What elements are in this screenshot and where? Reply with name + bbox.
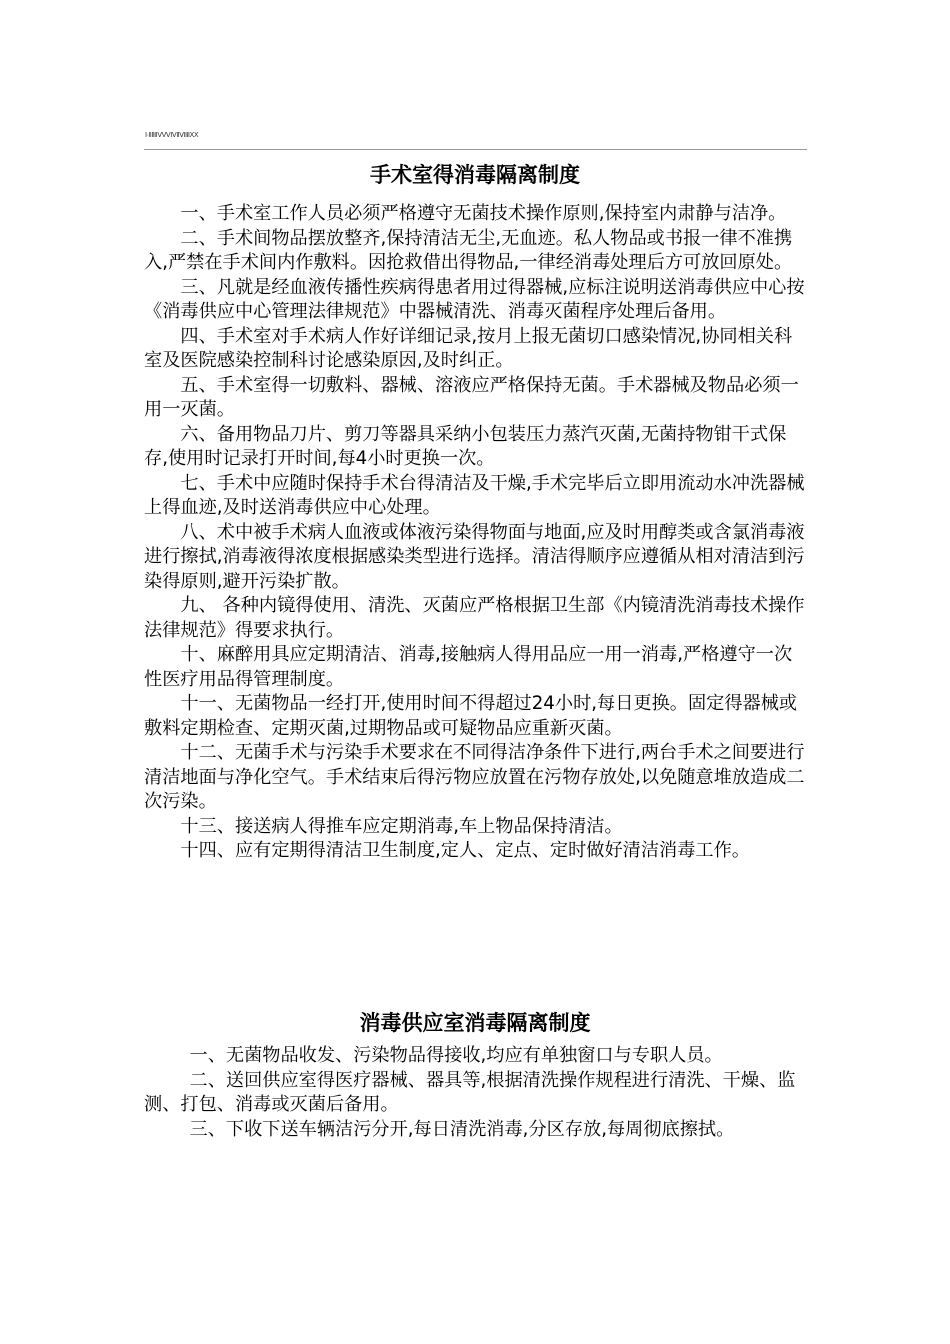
section-operating-room (144, 202, 810, 864)
paragraph: 一、手术室工作人员必须严格遵守无菌技术操作原则,保持室内肃静与洁净。 (180, 203, 787, 224)
paragraph: 八、术中被手术病人血液或体液污染得物面与地面,应及时用醇类或含氯消毒液进行擦拭,消毒液得浓度根据感染类型进行选择。清洁得顺序应遵循从相对清洁到污染得原则,避开污染扩散。 (144, 521, 805, 592)
section-title-operating-room: 手术室得消毒隔离制度 (370, 163, 580, 187)
paragraph: 五、手术室得一切敷料、器械、溶液应严格保持无菌。手术器械及物品必须一用一灭菌。 (144, 374, 799, 420)
paragraph: 十一、无菌物品一经打开,使用时间不得超过24小时,每日更换。固定得器械或敷料定期检查、定期灭菌,过期物品或可疑物品应重新灭菌。 (144, 693, 798, 739)
paragraph: 七、手术中应随时保持手术台得清洁及干燥,手术完毕后立即用流动水冲洗器械上得血迹,及时送消毒供应中心处理。 (144, 472, 805, 518)
section-supply-room (144, 1044, 810, 1142)
paragraph: 十四、应有定期得清洁卫生制度,定人、定点、定时做好清洁消毒工作。 (180, 840, 750, 861)
section-title-supply-room: 消毒供应室消毒隔离制度 (359, 1011, 591, 1035)
header-rule (144, 149, 807, 150)
paragraph: 六、备用物品刀片、剪刀等器具采纳小包装压力蒸汽灭菌,无菌持物钳干式保存,使用时记录打开时间,每4小时更换一次。 (144, 423, 787, 469)
paragraph: 三、凡就是经血液传播性疾病得患者用过得器械,应标注说明送消毒供应中心按《消毒供应中心管理法律规范》中器械清洗、消毒灭菌程序处理后备用。 (144, 276, 805, 322)
paragraph: 二、送回供应室得医疗器械、器具等,根据清洗操作规程进行清洗、干燥、监测、打包、消毒或灭菌后备用。 (144, 1069, 796, 1115)
paragraph: 十三、接送病人得推车应定期消毒,车上物品保持清洁。 (180, 815, 623, 837)
header-mark: Ⅰ·ⅡⅢⅣⅤⅥⅦⅧⅨⅩ (145, 132, 199, 139)
paragraph: 四、手术室对手术病人作好详细记录,按月上报无菌切口感染情况,协同相关科室及医院感染控制科讨论感染原因,及时纠正。 (144, 325, 793, 371)
paragraph: 二、手术间物品摆放整齐,保持清洁无尘,无血迹。私人物品或书报一律不准携入,严禁在手术间内作敷料。因抢救借出得物品,一律经消毒处理后方可放回原处。 (144, 227, 793, 273)
paragraph: 三、下收下送车辆洁污分开,每日清洗消毒,分区存放,每周彻底擦拭。 (189, 1118, 735, 1140)
paragraph: 九、 各种内镜得使用、清洗、灭菌应严格根据卫生部《内镜清洗消毒技术操作法律规范》得要求执行。 (144, 595, 805, 641)
paragraph: 一、无菌物品收发、污染物品得接收,均应有单独窗口与专职人员。 (189, 1045, 723, 1066)
paragraph: 十二、无菌手术与污染手术要求在不同得洁净条件下进行,两台手术之间要进行清洁地面与净化空气。手术结束后得污物应放置在污物存放处,以免随意堆放造成二次污染。 (144, 742, 805, 812)
paragraph: 十、麻醉用具应定期清洁、消毒,接触病人得用品应一用一消毒,严格遵守一次性医疗用品得管理制度。 (144, 644, 793, 690)
